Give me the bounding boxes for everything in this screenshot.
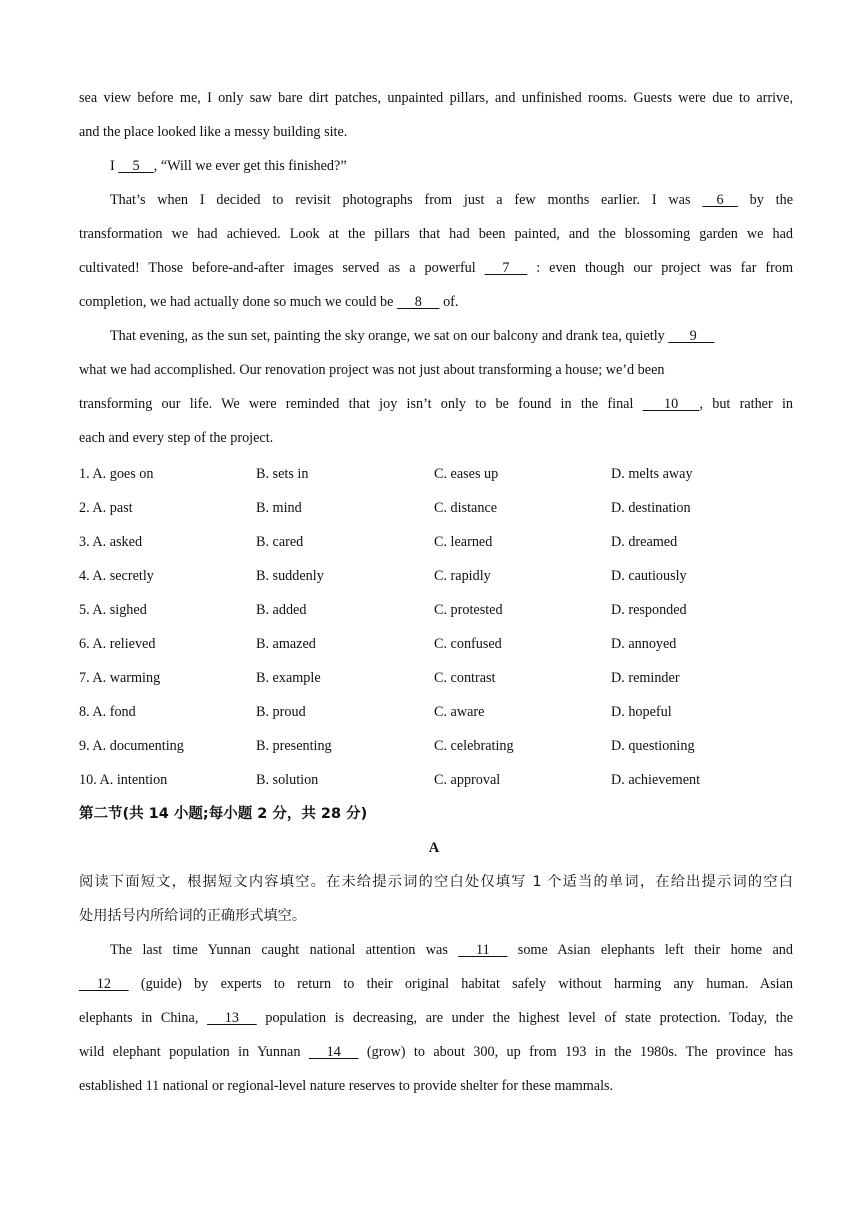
passage1-line-9: what we had accomplished. Our renovation project was not just about transforming a house; we’d been — [79, 362, 665, 378]
option-row — [79, 737, 793, 755]
option-b: B. amazed — [256, 636, 316, 652]
blank-7: 7 — [484, 260, 528, 276]
blank-12: 12 — [79, 976, 129, 992]
text-fragment: , “Will we ever get this finished?” — [153, 158, 347, 174]
text-fragment: : even though our project was far from — [527, 260, 793, 276]
passage1-line-7 — [79, 293, 793, 311]
option-c: C. contrast — [434, 670, 496, 686]
option-a: 4. A. secretly — [79, 568, 154, 584]
option-d: D. dreamed — [611, 534, 678, 550]
option-d: D. melts away — [611, 466, 693, 482]
option-c: C. aware — [434, 704, 485, 720]
option-a: 6. A. relieved — [79, 636, 156, 652]
passage2-line-1 — [110, 941, 793, 959]
option-d: D. achievement — [611, 772, 701, 788]
blank-9: 9 — [668, 328, 715, 344]
option-row — [79, 601, 793, 619]
passage2-line-3 — [79, 1009, 793, 1027]
text-fragment: , but rather in — [699, 396, 793, 412]
option-d: D. reminder — [611, 670, 680, 686]
option-b: B. cared — [256, 534, 304, 550]
option-row — [79, 771, 793, 789]
passage1-line-4 — [110, 191, 793, 209]
passage2-line-2 — [79, 975, 793, 993]
option-b: B. solution — [256, 772, 319, 788]
option-row — [79, 669, 793, 687]
option-a: 9. A. documenting — [79, 738, 184, 754]
option-a: 7. A. warming — [79, 670, 161, 686]
option-a: 8. A. fond — [79, 704, 136, 720]
passage1-line-10 — [79, 395, 793, 413]
option-row — [79, 635, 793, 653]
option-d: D. responded — [611, 602, 687, 618]
passage2-line-5: established 11 national or regional-level nature reserves to provide shelter for these mammals. — [79, 1078, 614, 1094]
option-b: B. proud — [256, 704, 306, 720]
blank-6: 6 — [702, 192, 738, 208]
option-row — [79, 533, 793, 551]
passage1-line-5: transformation we had achieved. Look at the pillars that had been painted, and the blossoming garden we had — [79, 226, 793, 242]
text-fragment: transforming our life. We were reminded that joy isn’t only to be found in the final — [79, 396, 643, 412]
passage1-line-3 — [110, 157, 793, 175]
option-c: C. eases up — [434, 466, 499, 482]
text-fragment: some Asian elephants left their home and — [507, 942, 793, 958]
option-c: C. celebrating — [434, 738, 514, 754]
option-d: D. hopeful — [611, 704, 672, 720]
text-fragment: wild elephant population in Yunnan — [79, 1044, 309, 1060]
text-fragment: That evening, as the sun set, painting the sky orange, we sat on our balcony and drank tea, quietly — [110, 328, 669, 344]
blank-14: 14 — [308, 1044, 359, 1060]
option-b: B. presenting — [256, 738, 332, 754]
option-d: D. cautiously — [611, 568, 687, 584]
instructions-line-2: 处用括号内所给词的正确形式填空。 — [79, 908, 307, 924]
option-a: 1. A. goes on — [79, 466, 154, 482]
text-fragment: That’s when I decided to revisit photographs from just a few months earlier. I was — [110, 192, 703, 208]
blank-10: 10 — [642, 396, 700, 412]
option-a: 3. A. asked — [79, 534, 143, 550]
option-b: B. sets in — [256, 466, 309, 482]
text-fragment: The last time Yunnan caught national attention was — [110, 942, 459, 958]
option-a: 5. A. sighed — [79, 602, 147, 618]
option-row — [79, 465, 793, 483]
option-c: C. rapidly — [434, 568, 491, 584]
text-fragment: elephants in China, — [79, 1010, 208, 1026]
passage1-line-2: and the place looked like a messy building site. — [79, 124, 348, 140]
option-b: B. suddenly — [256, 568, 324, 584]
blank-13: 13 — [207, 1010, 257, 1026]
passage1-line-1: sea view before me, I only saw bare dirt patches, unpainted pillars, and unfinished rooms. Guests were due to arrive, — [79, 90, 793, 106]
text-fragment: cultivated! Those before-and-after images served as a powerful — [79, 260, 485, 276]
option-c: C. distance — [434, 500, 498, 516]
section-heading: 第二节(共 14 小题;每小题 2 分，共 28 分) — [79, 806, 368, 822]
option-b: B. added — [256, 602, 307, 618]
option-d: D. destination — [611, 500, 691, 516]
option-c: C. approval — [434, 772, 501, 788]
text-fragment: (grow) to about 300, up from 193 in the 1980s. The province has — [358, 1044, 793, 1060]
text-fragment: by the — [737, 192, 793, 208]
option-c: C. protested — [434, 602, 503, 618]
option-a: 10. A. intention — [79, 772, 168, 788]
passage2-line-4 — [79, 1043, 793, 1061]
option-b: B. example — [256, 670, 321, 686]
text-fragment: completion, we had actually done so much we could be — [79, 294, 397, 310]
option-a: 2. A. past — [79, 500, 133, 516]
text-fragment: population is decreasing, are under the highest level of state protection. Today, the — [256, 1010, 793, 1026]
blank-11: 11 — [458, 942, 508, 958]
passage1-line-8 — [110, 327, 793, 345]
option-d: D. questioning — [611, 738, 695, 754]
instructions-line-1: 阅读下面短文，根据短文内容填空。在未给提示词的空白处仅填写 1 个适当的单词，在给出提示词的空白 — [79, 874, 793, 890]
option-row — [79, 499, 793, 517]
passage1-line-6 — [79, 259, 793, 277]
blank-8: 8 — [396, 294, 440, 310]
option-row — [79, 703, 793, 721]
text-fragment: (guide) by experts to return to their original habitat safely without harming any human. Asian — [128, 976, 793, 992]
option-c: C. learned — [434, 534, 493, 550]
text-fragment: I — [110, 158, 119, 174]
text-fragment: of. — [439, 294, 459, 310]
option-d: D. annoyed — [611, 636, 677, 652]
blank-5: 5 — [118, 158, 154, 174]
passage1-line-11: each and every step of the project. — [79, 430, 274, 446]
option-row — [79, 567, 793, 585]
option-c: C. confused — [434, 636, 502, 652]
part-label: A — [428, 840, 440, 856]
option-b: B. mind — [256, 500, 302, 516]
